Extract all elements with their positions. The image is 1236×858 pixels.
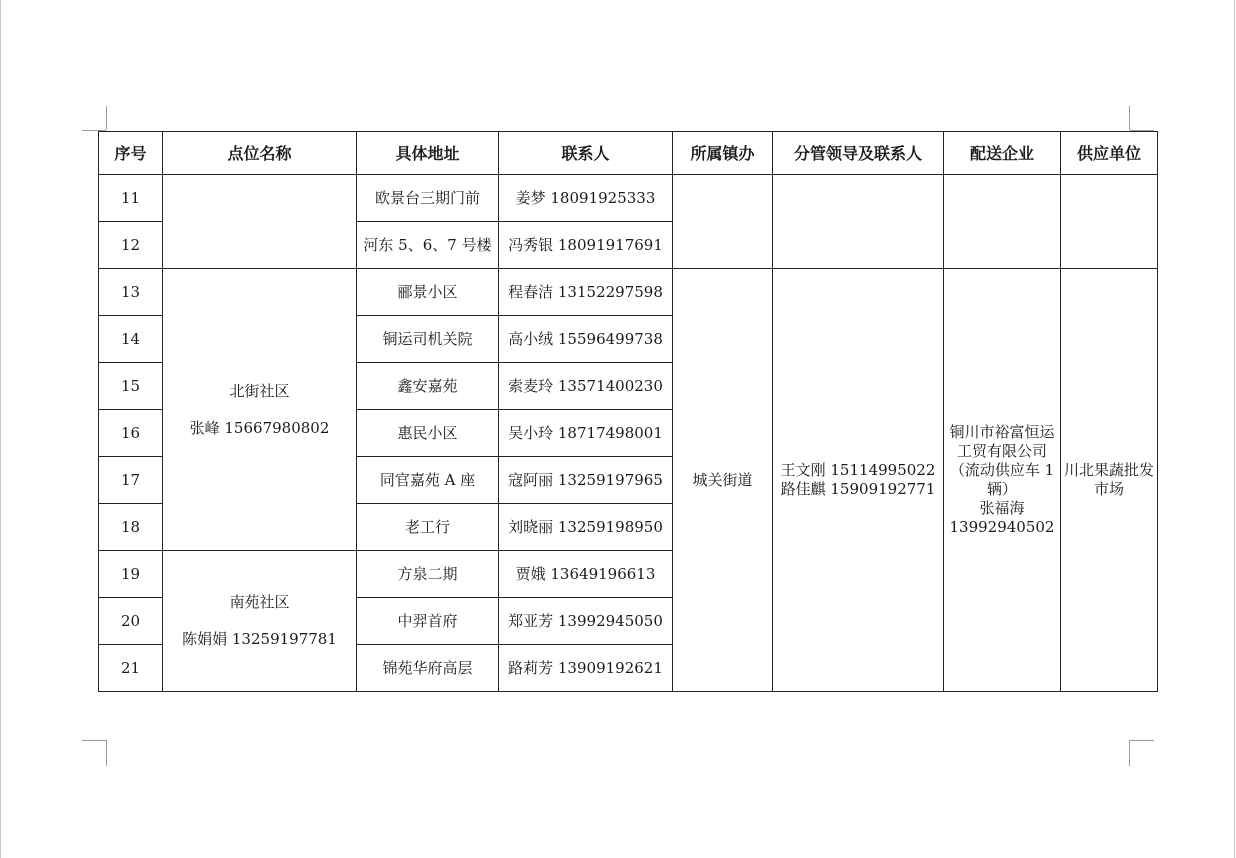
header-cell-site-name: 点位名称 (163, 132, 357, 175)
row-address: 铜运司机关院 (357, 316, 499, 363)
leader-line: 路佳麒 15909192771 (780, 480, 936, 498)
crop-mark-bottom-left-h (82, 740, 106, 741)
row-no: 20 (99, 598, 163, 645)
row-no: 14 (99, 316, 163, 363)
row-address: 郦景小区 (357, 269, 499, 316)
row-address: 鑫安嘉苑 (357, 363, 499, 410)
row-contact: 冯秀银 18091917691 (499, 222, 673, 269)
leader-empty (773, 175, 944, 269)
leader-cell (773, 269, 944, 692)
leader-line: 王文刚 15114995022 (780, 461, 936, 479)
row-no: 12 (99, 222, 163, 269)
row-contact: 郑亚芳 13992945050 (499, 598, 673, 645)
row-no: 21 (99, 645, 163, 692)
enterprise-phone: 13992940502 (949, 518, 1055, 536)
row-address: 同官嘉苑 A 座 (357, 457, 499, 504)
crop-mark-top-right (1129, 106, 1130, 130)
site-group-beijie (163, 269, 357, 551)
header-cell-town: 所属镇办 (673, 132, 773, 175)
site-group-leader: 陈娟娟 13259197781 (182, 630, 337, 648)
row-contact: 路莉芳 13909192621 (499, 645, 673, 692)
crop-mark-top-left (106, 106, 107, 130)
table-row (99, 269, 1158, 316)
row-contact: 程春洁 13152297598 (499, 269, 673, 316)
enterprise-person: 张福海 (979, 499, 1025, 517)
row-no: 18 (99, 504, 163, 551)
header-cell-address: 具体地址 (357, 132, 499, 175)
row-contact: 索麦玲 13571400230 (499, 363, 673, 410)
table-row (99, 175, 1158, 222)
site-group-name: 北街社区 (229, 381, 290, 400)
site-group-leader: 张峰 15667980802 (189, 418, 330, 437)
distribution-table (98, 131, 1158, 692)
row-no: 16 (99, 410, 163, 457)
row-address: 欧景台三期门前 (357, 175, 499, 222)
town-empty (673, 175, 773, 269)
supplier-cell: 川北果蔬批发市场 (1061, 269, 1158, 692)
header-cell-no: 序号 (99, 132, 163, 175)
row-no: 15 (99, 363, 163, 410)
town-cell: 城关街道 (673, 269, 773, 692)
site-group-nanyuan (163, 551, 357, 692)
row-address: 惠民小区 (357, 410, 499, 457)
row-no: 17 (99, 457, 163, 504)
enterprise-name: 铜川市裕富恒运工贸有限公司（流动供应车 1 辆） (949, 423, 1055, 498)
row-contact: 高小绒 15596499738 (499, 316, 673, 363)
enterprise-empty (944, 175, 1061, 269)
row-address: 锦苑华府高层 (357, 645, 499, 692)
page-right-edge (1234, 0, 1235, 858)
row-contact: 吴小玲 18717498001 (499, 410, 673, 457)
header-cell-contact: 联系人 (499, 132, 673, 175)
header-row (99, 132, 1158, 175)
row-no: 13 (99, 269, 163, 316)
header-cell-leader: 分管领导及联系人 (773, 132, 944, 175)
crop-mark-bottom-left (106, 740, 107, 766)
row-no: 11 (99, 175, 163, 222)
row-no: 19 (99, 551, 163, 598)
row-contact: 姜梦 18091925333 (499, 175, 673, 222)
supplier-empty (1061, 175, 1158, 269)
row-contact: 刘晓丽 13259198950 (499, 504, 673, 551)
row-address: 河东 5、6、7 号楼 (357, 222, 499, 269)
enterprise-cell (944, 269, 1061, 692)
site-name-empty (163, 175, 357, 269)
header-cell-enterprise: 配送企业 (944, 132, 1061, 175)
row-address: 中羿首府 (357, 598, 499, 645)
page-left-edge (0, 0, 1, 858)
row-contact: 寇阿丽 13259197965 (499, 457, 673, 504)
header-cell-supplier: 供应单位 (1061, 132, 1158, 175)
site-group-name: 南苑社区 (229, 593, 290, 611)
row-contact: 贾娥 13649196613 (499, 551, 673, 598)
crop-mark-bottom-right-h (1130, 740, 1154, 741)
crop-mark-bottom-right (1129, 740, 1130, 766)
row-address: 老工行 (357, 504, 499, 551)
row-address: 方泉二期 (357, 551, 499, 598)
